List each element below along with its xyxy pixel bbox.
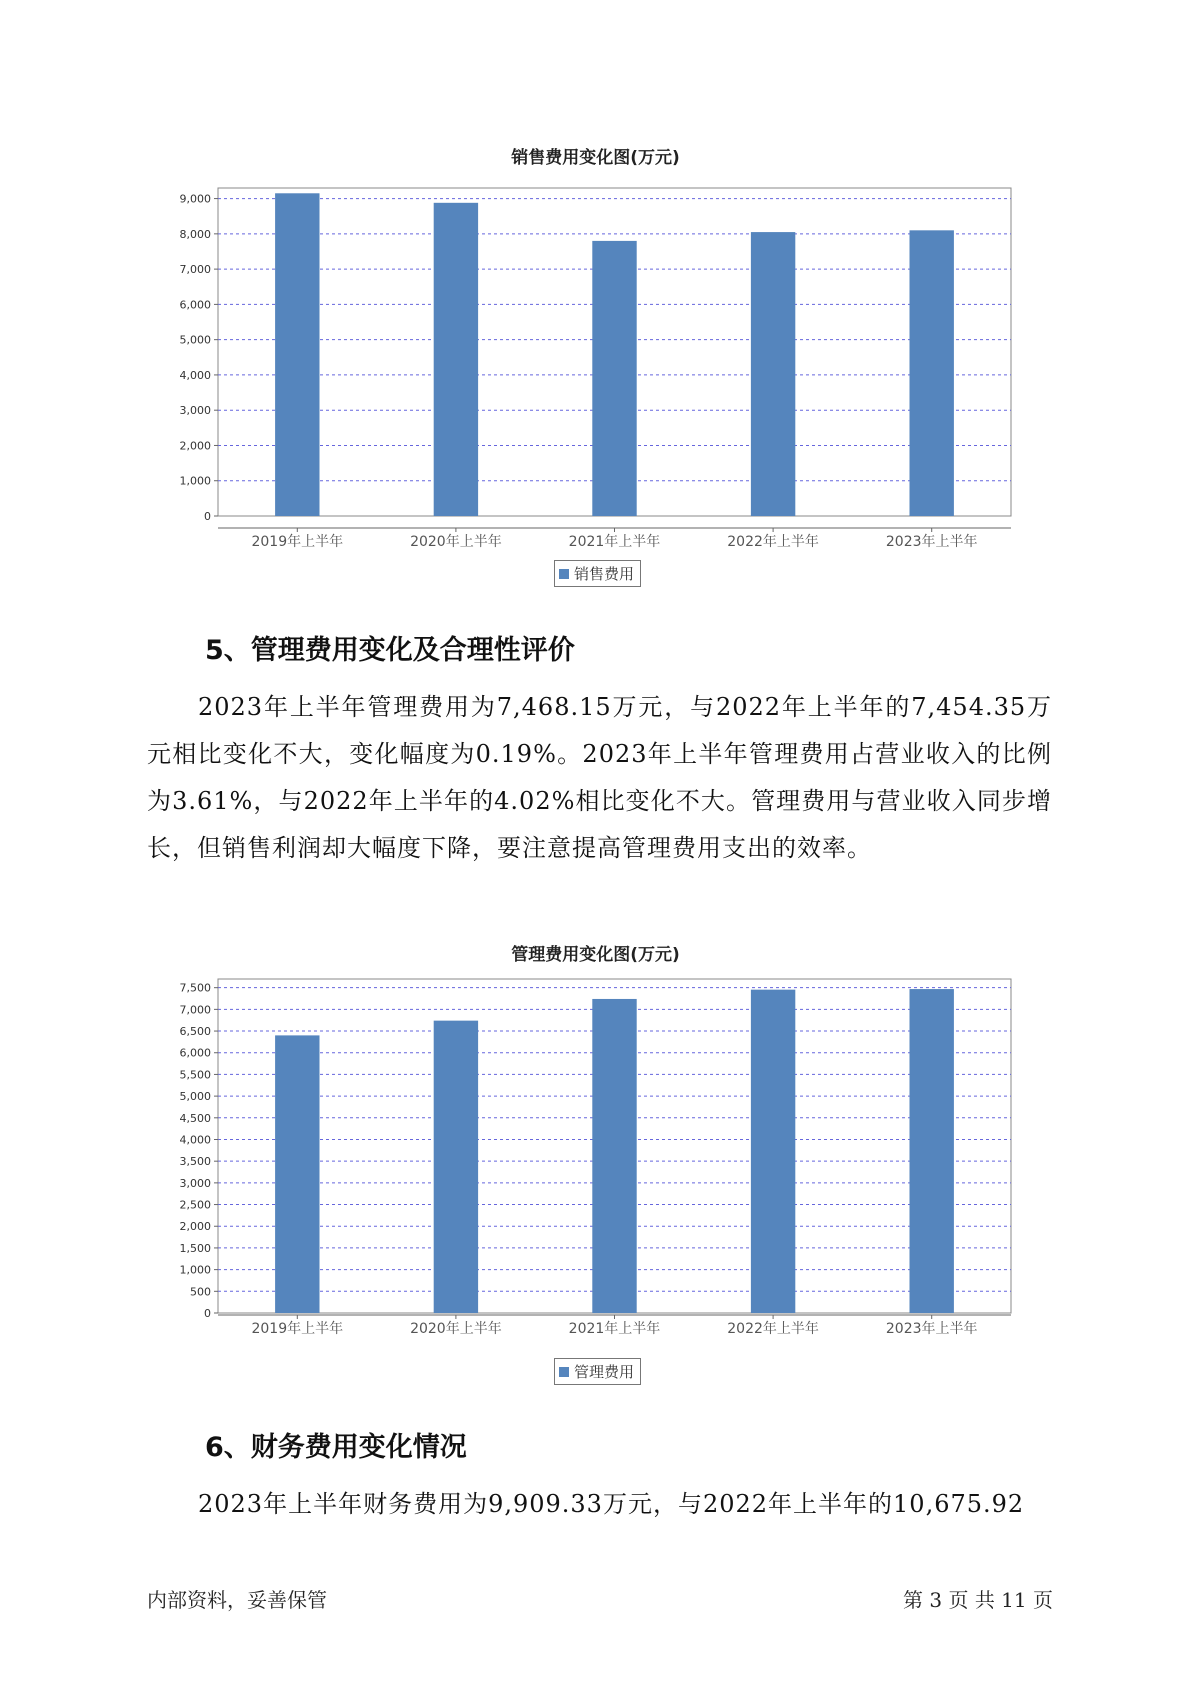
y-tick-label: 5,000 [179, 333, 211, 347]
bar [434, 203, 478, 516]
y-tick-label: 7,000 [179, 263, 211, 277]
y-tick-label: 2,500 [179, 1198, 211, 1212]
footer-page-number: 第 3 页 共 11 页 [903, 1588, 1053, 1612]
y-tick-label: 8,000 [179, 227, 211, 241]
y-tick-label: 3,000 [179, 404, 211, 418]
x-tick-label: 2023年上半年 [885, 534, 978, 550]
section-heading-5: 5、管理费用变化及合理性评价 [205, 635, 575, 666]
legend-sales [554, 560, 641, 587]
bar [592, 999, 636, 1313]
y-tick-label: 2,000 [179, 439, 211, 453]
y-tick-label: 6,000 [179, 298, 211, 312]
y-tick-label: 2,000 [179, 1220, 211, 1234]
y-tick-label: 7,000 [179, 1003, 211, 1017]
y-tick-label: 3,500 [179, 1155, 211, 1169]
x-tick-label: 2022年上半年 [727, 534, 819, 550]
x-tick-label: 2021年上半年 [568, 1321, 661, 1337]
x-tick-label: 2019年上半年 [251, 534, 344, 550]
legend-admin [554, 1358, 641, 1385]
section-paragraph-6: 2023年上半年财务费用为9,909.33万元，与2022年上半年的10,675.92 [198, 1490, 1025, 1518]
y-tick-label: 500 [190, 1285, 211, 1299]
y-tick-label: 1,500 [179, 1241, 211, 1255]
legend-label: 销售费用 [574, 565, 635, 583]
y-tick-label: 3,000 [179, 1176, 211, 1190]
y-tick-label: 0 [204, 1307, 211, 1320]
y-tick-label: 6,000 [179, 1046, 211, 1060]
x-tick-label: 2020年上半年 [410, 534, 502, 550]
admin-expense-chart [0, 975, 1191, 1355]
chart-title-admin: 管理费用变化图(万元) [511, 945, 680, 965]
bar [751, 232, 795, 516]
y-tick-label: 1,000 [179, 474, 211, 488]
y-tick-label: 6,500 [179, 1025, 211, 1039]
y-tick-label: 9,000 [179, 192, 211, 206]
bar [434, 1021, 478, 1313]
x-tick-label: 2023年上半年 [885, 1321, 978, 1337]
y-tick-label: 4,000 [179, 1133, 211, 1147]
chart-title-sales: 销售费用变化图(万元) [511, 148, 680, 168]
y-tick-label: 4,500 [179, 1111, 211, 1125]
sales-expense-chart [0, 180, 1191, 580]
bar [909, 230, 953, 516]
y-tick-label: 1,000 [179, 1263, 211, 1277]
x-tick-label: 2022年上半年 [727, 1321, 819, 1337]
section-heading-6: 6、财务费用变化情况 [205, 1432, 467, 1463]
legend-swatch [559, 569, 569, 579]
bar [275, 193, 319, 516]
legend-label: 管理费用 [574, 1363, 635, 1381]
x-tick-label: 2019年上半年 [251, 1321, 344, 1337]
bar [592, 241, 636, 516]
footer-confidential-note: 内部资料，妥善保管 [147, 1588, 327, 1612]
y-tick-label: 5,000 [179, 1090, 211, 1104]
x-tick-label: 2021年上半年 [568, 534, 661, 550]
x-tick-label: 2020年上半年 [410, 1321, 502, 1337]
section-paragraph-5: 2023年上半年管理费用为7,468.15万元，与2022年上半年的7,454.35万元相比变化不大，变化幅度为0.19%。2023年上半年管理费用占营业收入的比例为3.61%，与2022年上半年的4.02%相比变化不大。管理费用与营业收入同步增长，但销售利润却大幅度下降，要注意提高管理费用支出的效率。 [147, 693, 1052, 862]
y-tick-label: 0 [204, 510, 211, 523]
y-tick-label: 7,500 [179, 981, 211, 995]
bar [909, 989, 953, 1313]
bar [751, 990, 795, 1313]
y-tick-label: 5,500 [179, 1068, 211, 1082]
bar [275, 1035, 319, 1313]
y-tick-label: 4,000 [179, 368, 211, 382]
legend-swatch [559, 1367, 569, 1377]
